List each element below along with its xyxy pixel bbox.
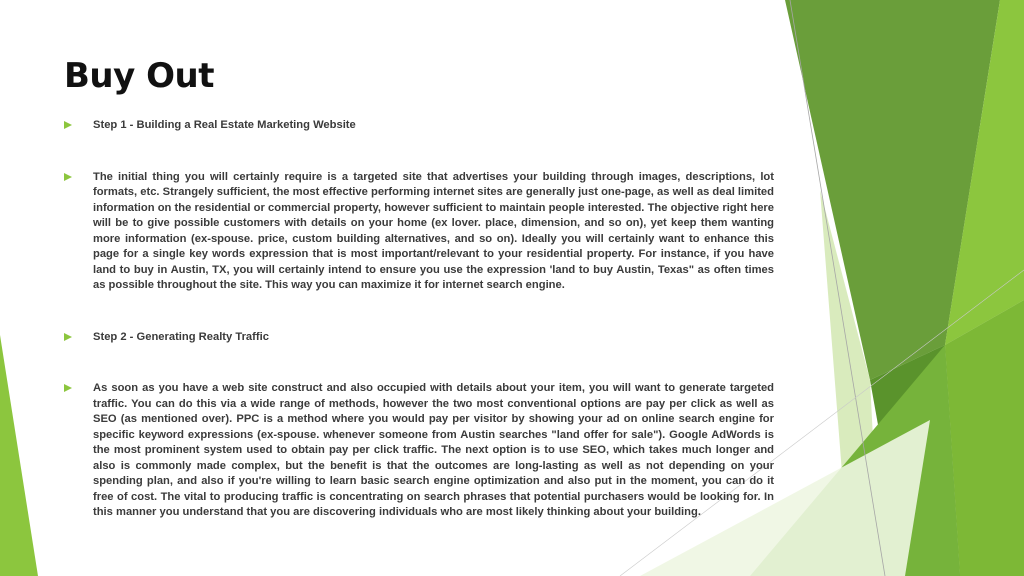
bullet-item xyxy=(64,330,774,346)
bullet-text: As soon as you have a web site construct and also occupied with details about your item, you will want to generate targeted traffic. You can do this via a wide range of methods, however the two most conventional options are pay per click as well as SEO (as mentioned over). PPC is a method where you would pay per visitor by showing your ad on online search engine for specific keyword expressions (ex-spouse. whenever someone from Austin searches "land offer for sale"). Google AdWords is the most prominent system used to obtain pay per click traffic. The next option is to use SEO, which takes much longer and also is commonly made complex, but the benefit is that the outcomes are long-lasting as well as not depending on your spending plan, and also if you're willing to learn basic search engine optimization and also put in the moment, you can do it free of cost. The vital to producing traffic is concentrating on search phrases that potential purchasers would be looking for. In this manner you understand that you are discovering individuals who are most likely thinking about your building. xyxy=(93,382,774,518)
bullet-arrow-icon xyxy=(64,121,72,129)
bullet-list xyxy=(64,118,774,521)
bullet-item xyxy=(64,381,774,521)
bullet-text: The initial thing you will certainly require is a targeted site that advertises your building through images, descriptions, lot formats, etc. Strangely sufficient, the most effective performing internet sites are generally just one-page, as well as deal limited information on the residential or commercial property, however sufficient to maintain people interested. The objective right here will be to give possible customers with details on your home (ex lover. place, dimension, and so on), yet keep them wanting more information (ex-spouse. price, custom building alternatives, and so on). Ideally you will certainly want to enhance this page for a single key words expression that is most important/relevant to your residential property. For instance, if you have land to buy in Austin, TX, you will certainly intend to ensure you use the expression 'land to buy Austin, Texas" as often times as possible throughout the site. This way you can maximize it for internet search engine. xyxy=(93,170,774,291)
bullet-arrow-icon xyxy=(64,173,72,181)
bullet-item xyxy=(64,118,774,134)
slide-title: Buy Out xyxy=(64,56,214,96)
left-green-sliver xyxy=(0,335,38,576)
bullet-arrow-icon xyxy=(64,333,72,341)
bullet-text: Step 2 - Generating Realty Traffic xyxy=(93,330,269,343)
bullet-text: Step 1 - Building a Real Estate Marketing Website xyxy=(93,119,356,131)
bullet-item xyxy=(64,170,774,294)
bullet-arrow-icon xyxy=(64,384,72,392)
